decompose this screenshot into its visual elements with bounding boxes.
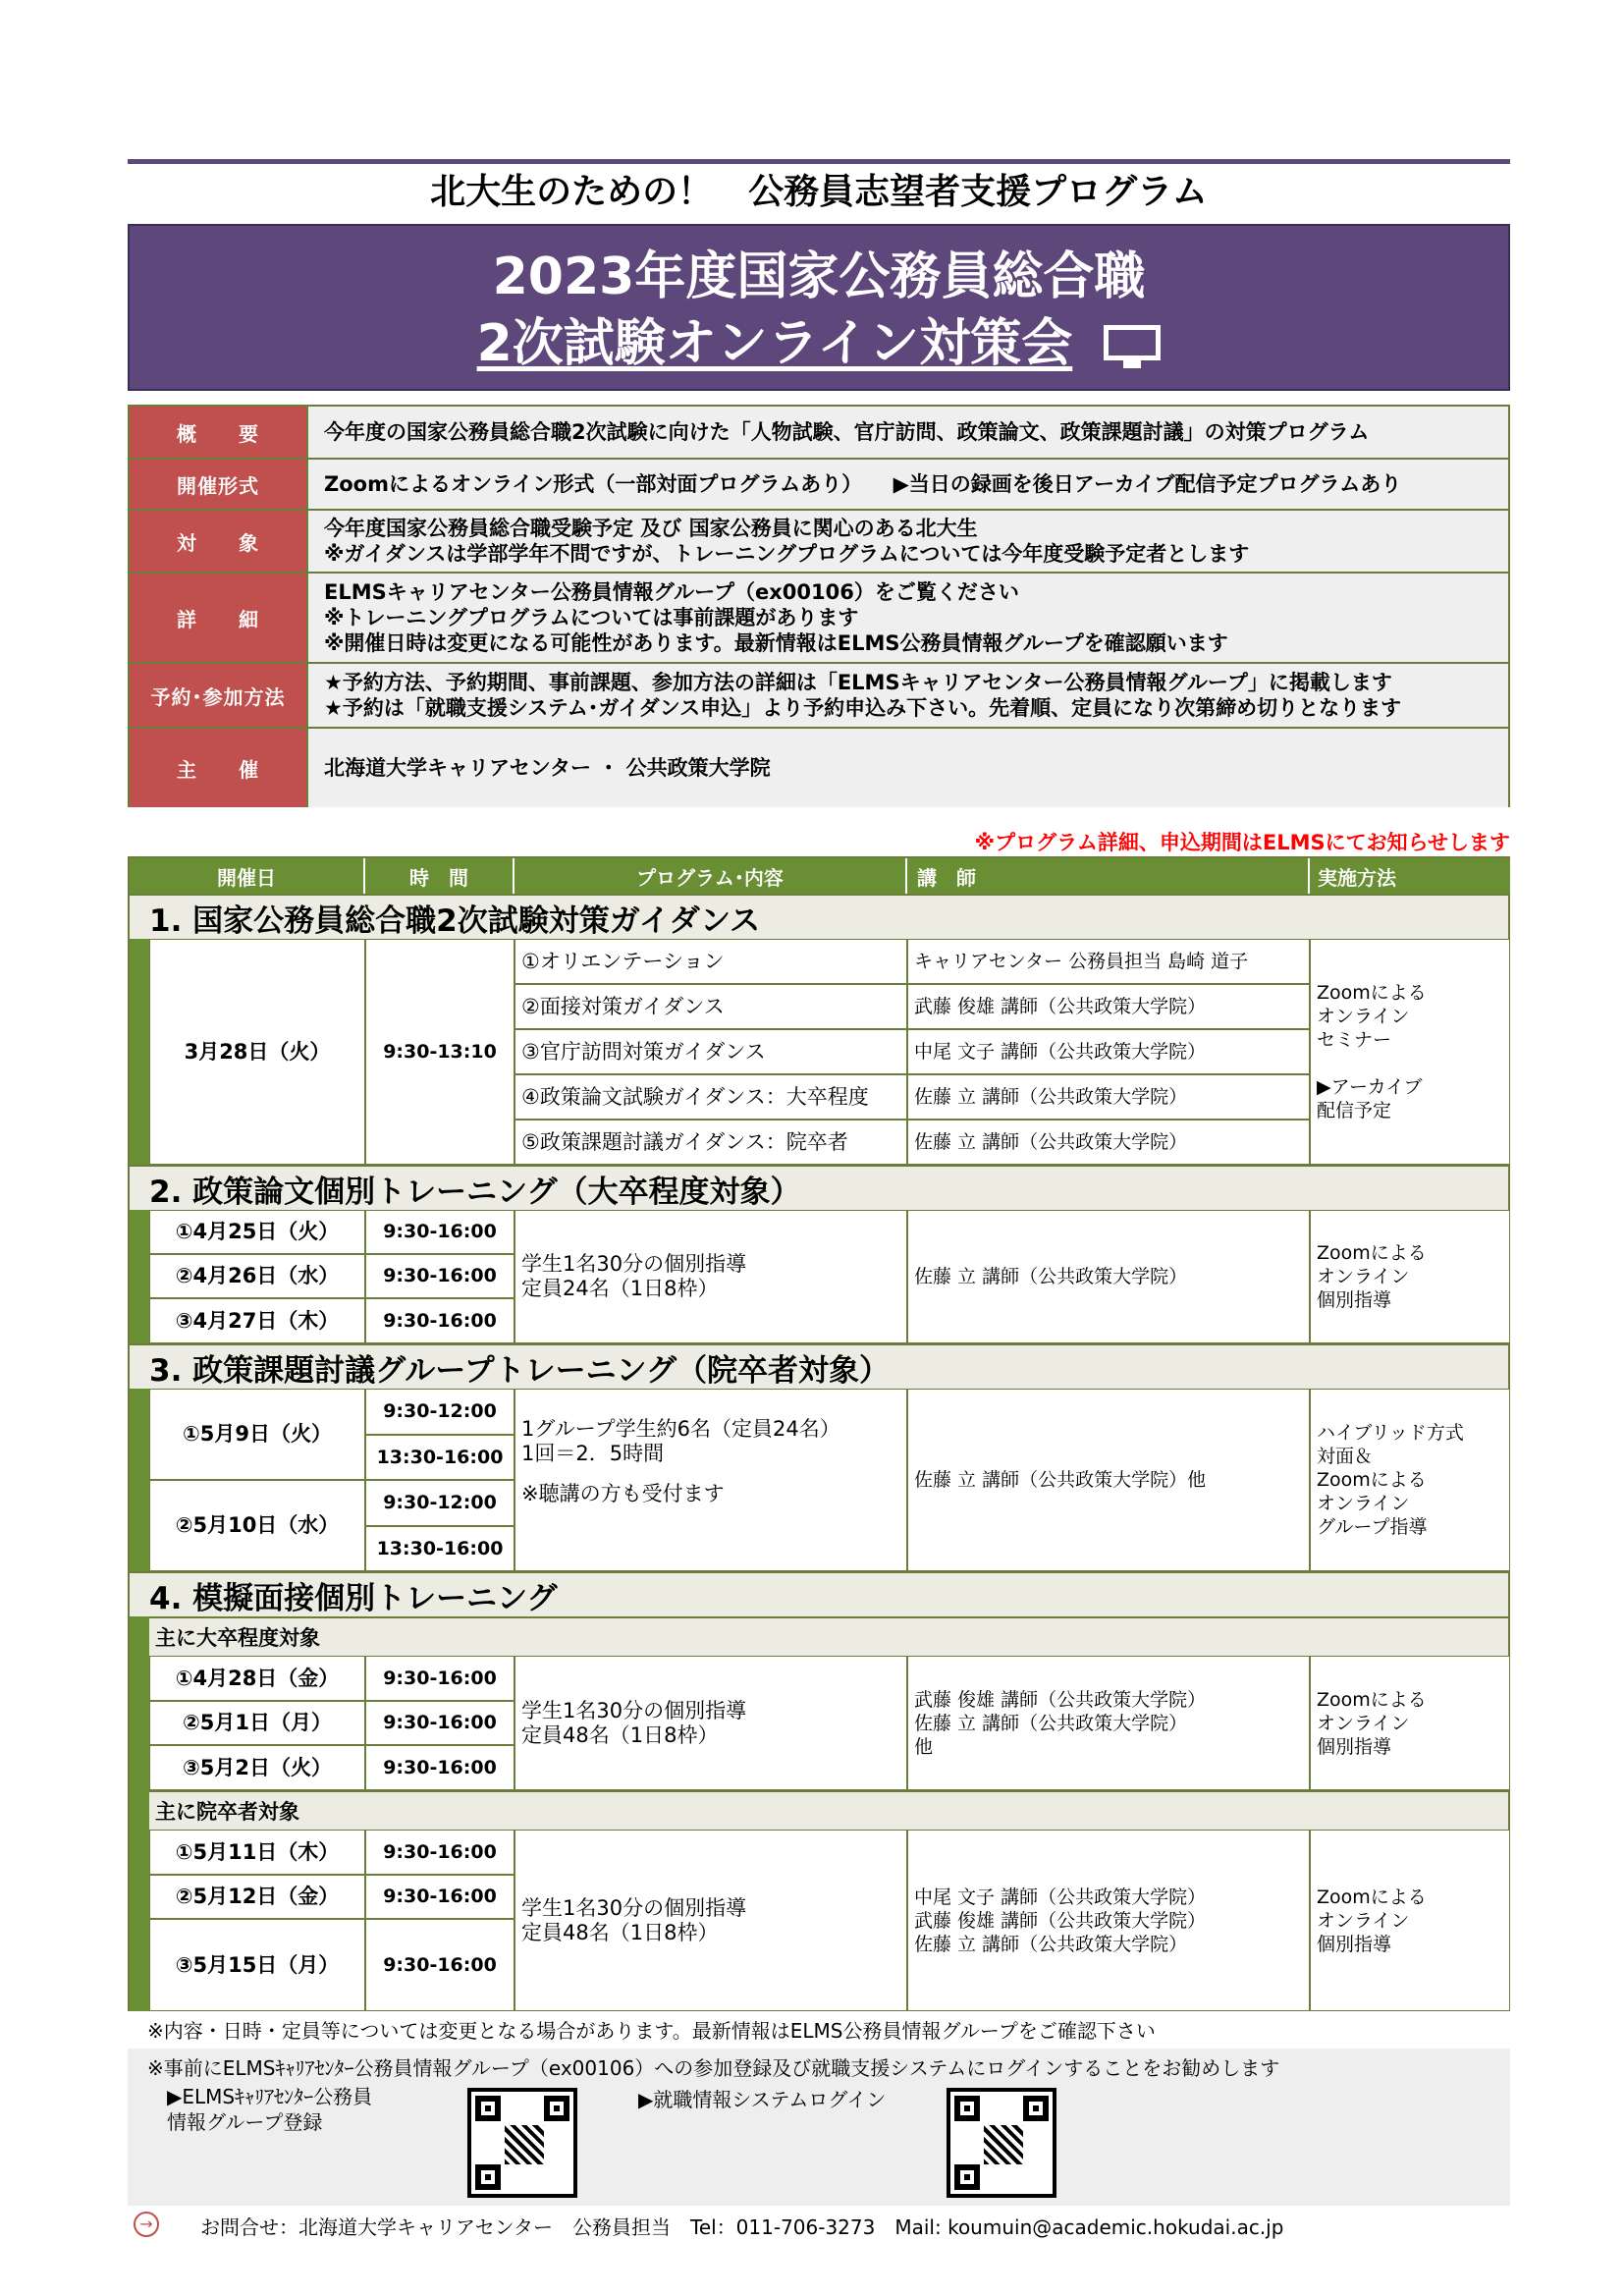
s4a-time-2: 9:30-16:00: [365, 1701, 514, 1745]
s1-lecturer-3: 中尾 文子 講師（公共政策大学院）: [907, 1029, 1310, 1074]
s2-date-2: ②4月26日（水）: [149, 1254, 365, 1298]
s4b-method: [1310, 1830, 1510, 2011]
s3-date-1: ①5月9日（火）: [149, 1389, 365, 1480]
method-line: ▶アーカイブ: [1317, 1076, 1423, 1098]
s1-date: 3月28日（火）: [149, 939, 365, 1165]
s1-program-4: ④政策論文試験ガイダンス：大卒程度: [514, 1074, 907, 1120]
job-system-qr-code[interactable]: [947, 2088, 1056, 2198]
info-row-format: [130, 460, 1508, 511]
info-line: Zoomによるオンライン形式（一部対面プログラムあり） ▶当日の録画を後日アーカイブ配信予定プログラムあり: [324, 472, 1402, 496]
s4b-content: [514, 1830, 907, 2011]
method-line: [1317, 1052, 1503, 1075]
header-program: プログラム･内容: [514, 858, 907, 894]
s4b-time-1: 9:30-16:00: [365, 1830, 514, 1875]
s3-time-2: 13:30-16:00: [365, 1435, 514, 1480]
s4a-method: [1310, 1656, 1510, 1790]
s1-time: 9:30-13:10: [365, 939, 514, 1165]
info-line: ※開催日時は変更になる可能性があります。最新情報はELMS公務員情報グループを確認願います: [324, 631, 1228, 655]
s4a-date-1: ①4月28日（金）: [149, 1656, 365, 1701]
elms-notice: ※プログラム詳細、申込期間はELMSにてお知らせします: [974, 831, 1510, 854]
info-table: [128, 405, 1510, 807]
method-line: Zoomによる: [1317, 1242, 1427, 1264]
s1-lecturer-2: 武藤 俊雄 講師（公共政策大学院）: [907, 984, 1310, 1029]
s3-time-4: 13:30-16:00: [365, 1526, 514, 1571]
content-line: 学生1名30分の個別指導: [521, 1252, 747, 1276]
s4a-lecturers: [907, 1656, 1310, 1790]
s4a-date-2: ②5月1日（月）: [149, 1701, 365, 1745]
header-time: 時 間: [365, 858, 514, 894]
method-line: オンライン: [1317, 1493, 1410, 1514]
info-label: 対 象: [130, 511, 308, 572]
schedule-table: [128, 856, 1510, 2011]
content-line: 定員24名（1日8枠）: [521, 1277, 719, 1300]
lecturer-line: 武藤 俊雄 講師（公共政策大学院）: [914, 1688, 1207, 1711]
method-line: オンライン: [1317, 1006, 1410, 1027]
method-line: Zoomによる: [1317, 1688, 1427, 1711]
content-line: 学生1名30分の個別指導: [521, 1895, 747, 1920]
elms-register-link[interactable]: [167, 2084, 372, 2135]
s1-lecturer-1: キャリアセンター 公務員担当 島崎 道子: [907, 939, 1310, 984]
method-line: 個別指導: [1317, 1735, 1392, 1758]
header-rule: [128, 159, 1510, 164]
info-line: ELMSキャリアセンター公務員情報グループ（ex00106）をご覧ください: [324, 580, 1019, 604]
link-line: 情報グループ登録: [167, 2110, 323, 2134]
section-4-title: 4. 模擬面接個別トレーニング: [130, 1571, 1508, 1616]
lecturer-line: 中尾 文子 講師（公共政策大学院）: [914, 1886, 1207, 1908]
info-label: 予約･参加方法: [130, 664, 308, 727]
info-line: 今年度の国家公務員総合職2次試験に向けた「人物試験、官庁訪問、政策論文、政策課題討議」の対策プログラム: [324, 420, 1370, 444]
title-line-2-wrap: [130, 312, 1508, 375]
s1-program-2: ②面接対策ガイダンス: [514, 984, 907, 1029]
info-value: [308, 729, 1508, 807]
section-bar: [130, 1616, 149, 2011]
s3-method: [1310, 1389, 1510, 1571]
registration-box: [128, 2049, 1510, 2206]
info-label: 開催形式: [130, 460, 308, 509]
s2-lecturer: 佐藤 立 講師（公共政策大学院）: [907, 1210, 1310, 1343]
info-value: [308, 460, 1508, 509]
section-2-title: 2. 政策論文個別トレーニング（大卒程度対象）: [130, 1165, 1508, 1210]
change-footnote: ※内容・日時・定員等については変更となる場合があります。最新情報はELMS公務員情報グループをご確認下さい: [147, 2019, 1156, 2043]
s4b-time-2: 9:30-16:00: [365, 1875, 514, 1919]
s4b-date-2: ②5月12日（金）: [149, 1875, 365, 1919]
info-row-overview: [130, 407, 1508, 460]
s4b-time-3: 9:30-16:00: [365, 1919, 514, 2011]
info-row-reservation: [130, 664, 1508, 729]
s2-content: [514, 1210, 907, 1343]
method-line: 個別指導: [1317, 1933, 1392, 1955]
section-3-title: 3. 政策課題討議グループトレーニング（院卒者対象）: [130, 1343, 1508, 1389]
lecturer-line: 他: [914, 1735, 934, 1758]
job-system-login-link[interactable]: ▶就職情報システムログイン: [638, 2088, 887, 2111]
s3-time-1: 9:30-12:00: [365, 1389, 514, 1435]
contact-info: お問合せ：北海道大学キャリアセンター 公務員担当 Tel：011-706-3273 Mail: koumuin@academic.hokudai.ac.jp: [200, 2215, 1284, 2239]
s1-lecturer-4: 佐藤 立 講師（公共政策大学院）: [907, 1074, 1310, 1120]
info-line: 今年度国家公務員総合職受験予定 及び 国家公務員に関心のある北大生: [324, 517, 978, 540]
s4a-time-1: 9:30-16:00: [365, 1656, 514, 1701]
info-value: [308, 574, 1508, 662]
s4a-content: [514, 1656, 907, 1790]
method-line: 対面＆: [1317, 1446, 1374, 1467]
s1-program-5: ⑤政策課題討議ガイダンス：院卒者: [514, 1120, 907, 1165]
info-row-details: [130, 574, 1508, 664]
s2-time-1: 9:30-16:00: [365, 1210, 514, 1254]
s4b-lecturers: [907, 1830, 1310, 2011]
lecturer-line: 佐藤 立 講師（公共政策大学院）: [914, 1933, 1188, 1955]
title-line-1: 2023年度国家公務員総合職: [492, 247, 1146, 306]
s2-date-3: ③4月27日（木）: [149, 1298, 365, 1343]
s4b-date-1: ①5月11日（木）: [149, 1830, 365, 1875]
info-value: [308, 511, 1508, 572]
method-line: グループ指導: [1317, 1516, 1428, 1538]
info-row-target: [130, 511, 1508, 574]
method-line: 配信予定: [1317, 1100, 1392, 1121]
section-bar: [130, 1210, 149, 1343]
content-line: 学生1名30分の個別指導: [521, 1698, 747, 1722]
content-line: ※聴講の方も受付ます: [521, 1482, 725, 1505]
method-line: セミナー: [1317, 1029, 1392, 1051]
method-line: オンライン: [1317, 1909, 1410, 1932]
content-line: 1回＝2．5時間: [521, 1442, 665, 1465]
s1-program-1: ①オリエンテーション: [514, 939, 907, 984]
lecturer-line: 武藤 俊雄 講師（公共政策大学院）: [914, 1909, 1207, 1932]
s1-program-3: ③官庁訪問対策ガイダンス: [514, 1029, 907, 1074]
s2-date-1: ①4月25日（火）: [149, 1210, 365, 1254]
info-line: ※トレーニングプログラムについては事前課題があります: [324, 606, 859, 629]
monitor-icon: [1104, 325, 1161, 368]
info-line: 北海道大学キャリアセンター ・ 公共政策大学院: [324, 756, 771, 780]
info-row-organizer: [130, 729, 1508, 807]
section-1-title: 1. 国家公務員総合職2次試験対策ガイダンス: [130, 894, 1508, 939]
s4b-date-3: ③5月15日（月）: [149, 1919, 365, 2011]
s3-date-2: ②5月10日（水）: [149, 1480, 365, 1571]
s4a-date-3: ③5月2日（火）: [149, 1745, 365, 1790]
content-line: 定員48名（1日8枠）: [521, 1920, 719, 1944]
method-line: オンライン: [1317, 1712, 1410, 1734]
s3-content: [514, 1389, 907, 1571]
registration-text: ※事前にELMSｷｬﾘｱｾﾝﾀｰ公務員情報グループ（ex00106）への参加登録及び就職支援システムにログインすることをお勧めします: [147, 2056, 1280, 2080]
info-line: ★予約方法、予約期間、事前課題、参加方法の詳細は「ELMSキャリアセンター公務員情報グループ」に掲載します: [324, 671, 1392, 694]
method-line: Zoomによる: [1317, 982, 1427, 1004]
title-line-2: 2次試験オンライン対策会: [476, 314, 1073, 373]
lecturer-line: 佐藤 立 講師（公共政策大学院）: [914, 1712, 1188, 1734]
s1-method: [1310, 939, 1510, 1165]
s2-time-2: 9:30-16:00: [365, 1254, 514, 1298]
method-line: Zoomによる: [1317, 1469, 1427, 1491]
s4-sub-a-title: 主に大卒程度対象: [149, 1616, 1508, 1656]
header-date: 開催日: [130, 858, 365, 894]
link-line: ▶ELMSｷｬﾘｱｾﾝﾀｰ公務員: [167, 2085, 373, 2108]
header-method: 実施方法: [1310, 858, 1510, 894]
info-label: 概 要: [130, 407, 308, 458]
s3-time-3: 9:30-12:00: [365, 1480, 514, 1526]
s1-lecturer-5: 佐藤 立 講師（公共政策大学院）: [907, 1120, 1310, 1165]
info-line: ★予約は「就職支援システム･ガイダンス申込」より予約申込み下さい。先着順、定員になり次第締め切りとなります: [324, 696, 1402, 720]
content-line: 1グループ学生約6名（定員24名）: [521, 1417, 840, 1441]
header-lecturer: 講 師: [907, 858, 1310, 894]
s4-sub-b-title: 主に院卒者対象: [149, 1790, 1508, 1830]
program-subtitle: 北大生のための！ 公務員志望者支援プログラム: [430, 172, 1208, 212]
s4a-time-3: 9:30-16:00: [365, 1745, 514, 1790]
s3-lecturer: 佐藤 立 講師（公共政策大学院）他: [907, 1389, 1310, 1571]
method-line: 個別指導: [1317, 1289, 1392, 1311]
content-line: 定員48名（1日8枠）: [521, 1722, 719, 1747]
info-label: 詳 細: [130, 574, 308, 662]
method-line: オンライン: [1317, 1266, 1410, 1287]
info-value: [308, 407, 1508, 458]
arrow-right-icon: →: [134, 2212, 159, 2237]
info-label: 主 催: [130, 729, 308, 807]
s2-time-3: 9:30-16:00: [365, 1298, 514, 1343]
method-line: ハイブリッド方式: [1317, 1422, 1464, 1444]
title-banner: [128, 224, 1510, 391]
content-line: [521, 1466, 900, 1482]
info-value: [308, 664, 1508, 727]
method-line: Zoomによる: [1317, 1886, 1427, 1908]
elms-qr-code[interactable]: [467, 2088, 577, 2198]
s2-method: [1310, 1210, 1510, 1343]
section-bar: [130, 1389, 149, 1571]
section-bar: [130, 939, 149, 1165]
info-line: ※ガイダンスは学部学年不問ですが、トレーニングプログラムについては今年度受験予定者とします: [324, 542, 1250, 566]
